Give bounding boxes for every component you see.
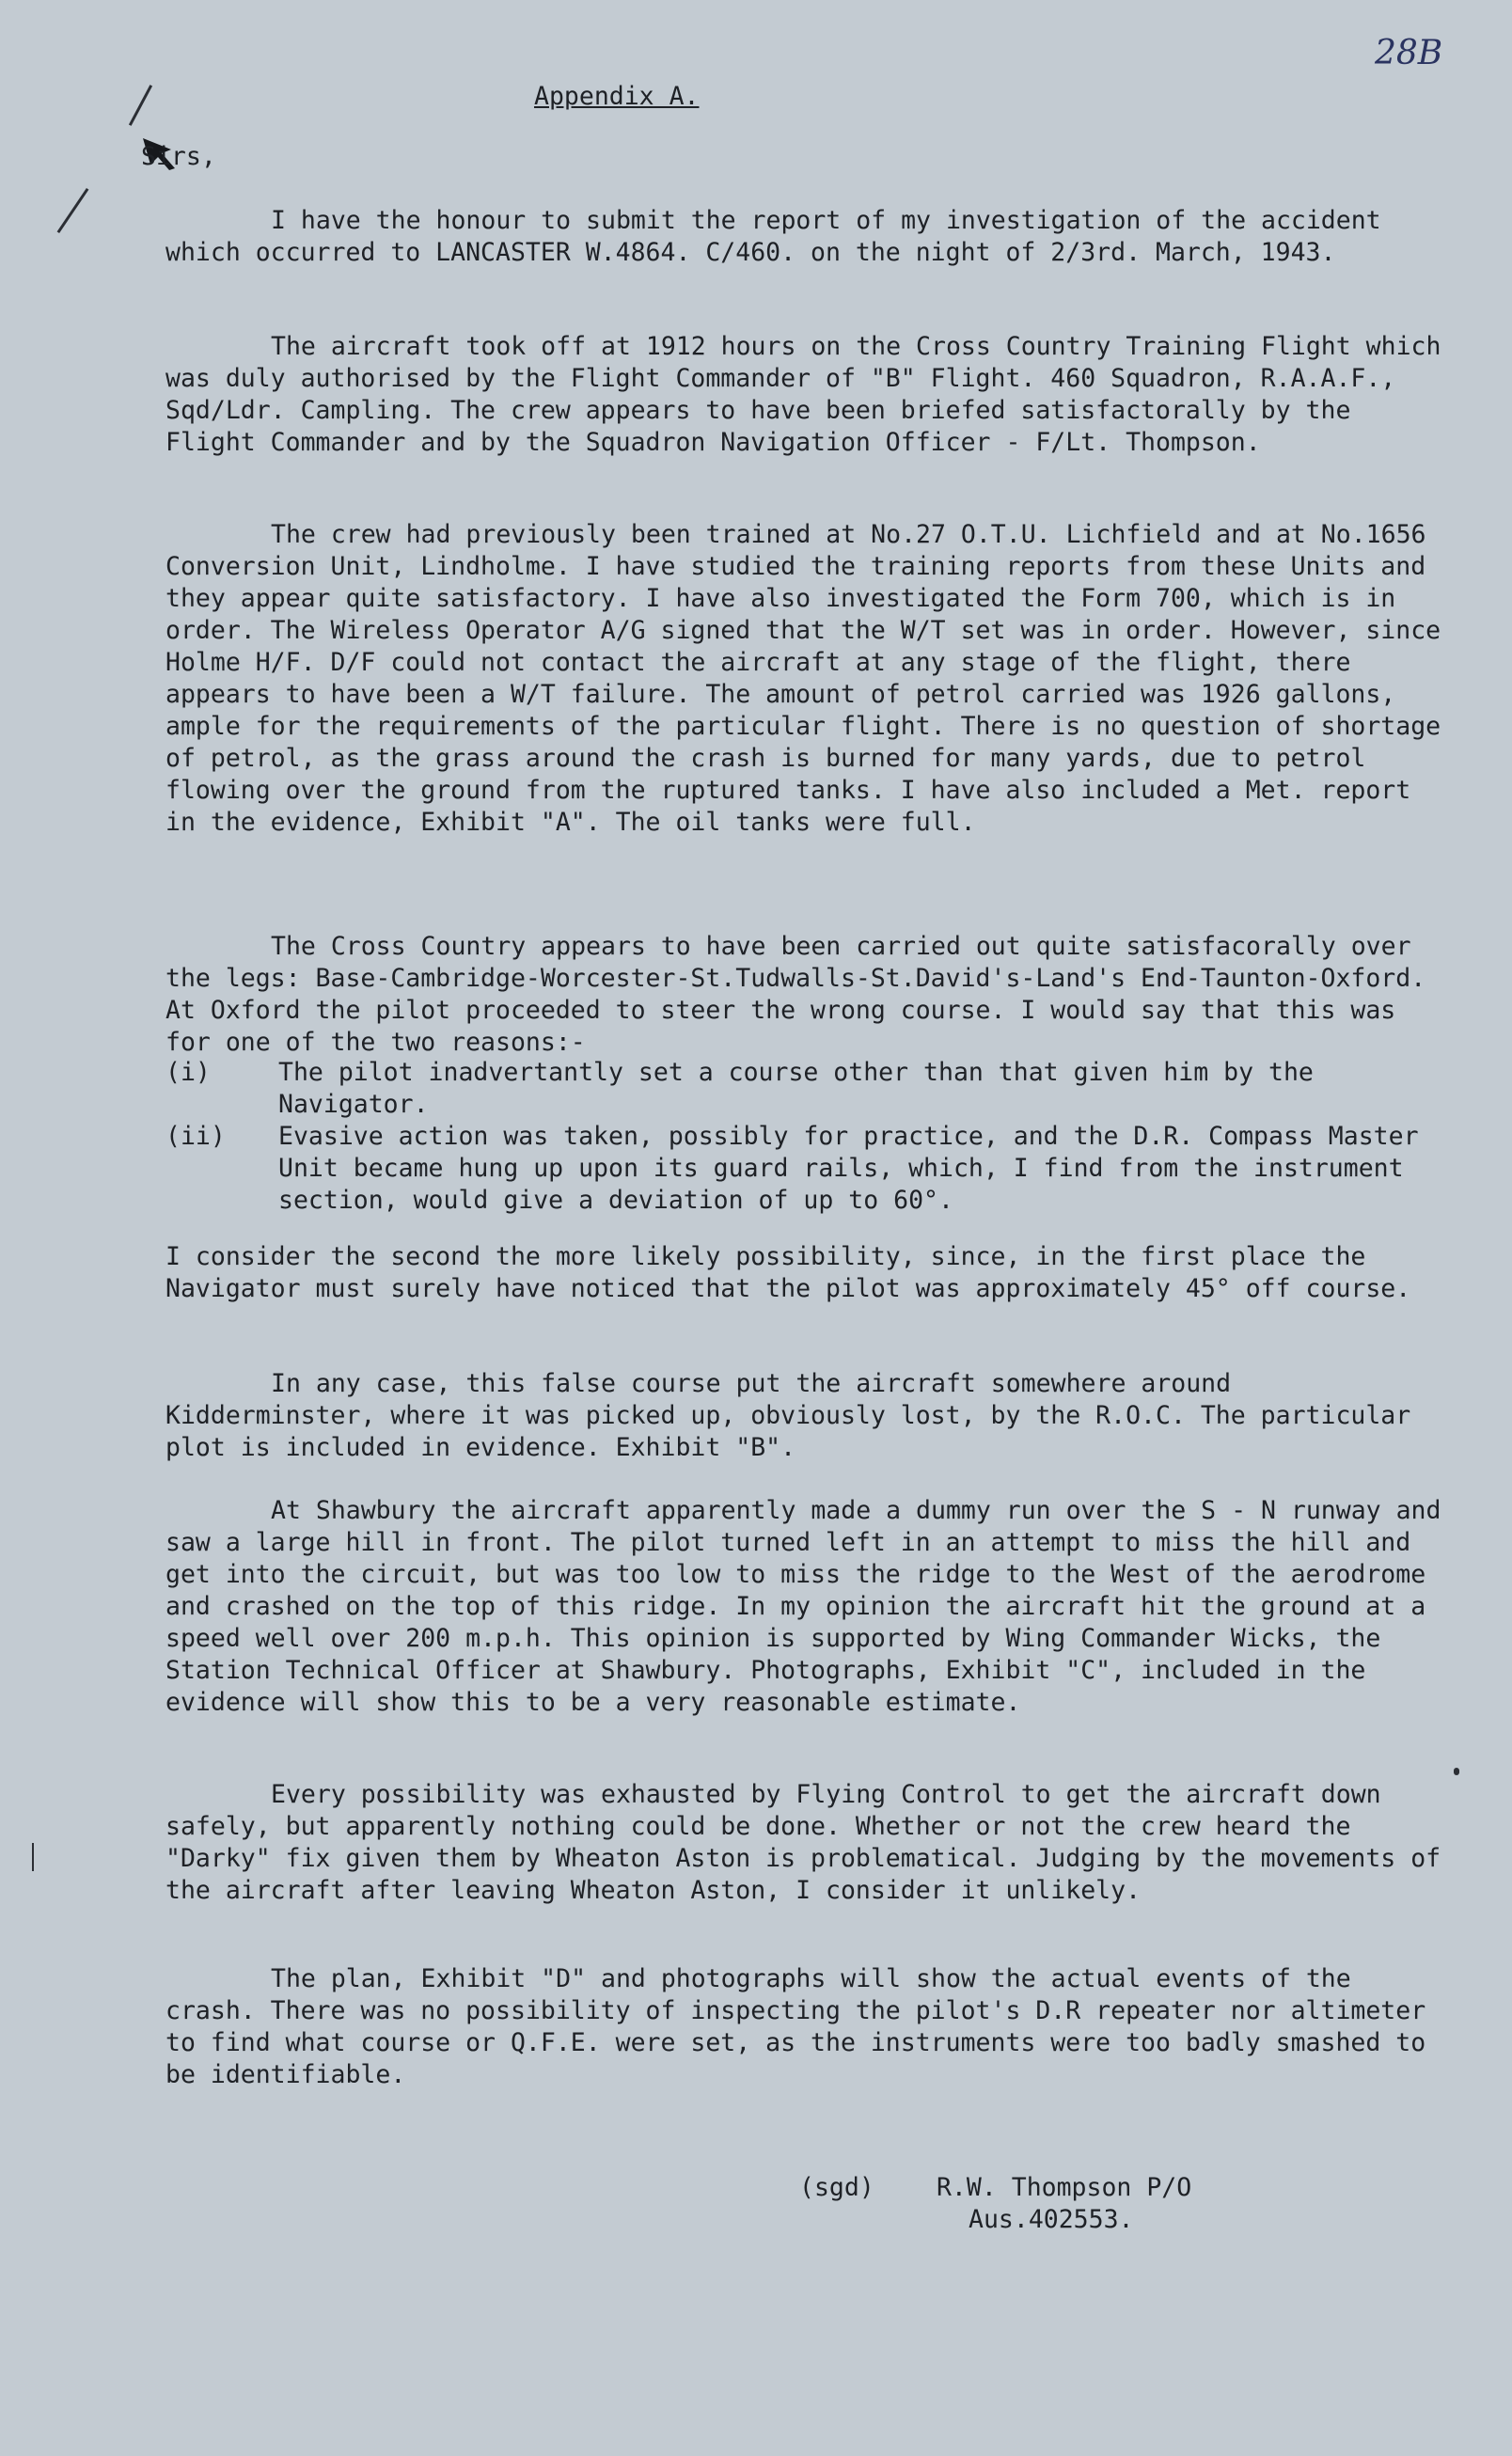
reason-item: [165, 1057, 1454, 1121]
reason-text: Evasive action was taken, possibly for practice, and the D.R. Compass Master Unit became hung up upon its guard rails, which, I find from the instrument section, would give a deviation of up to 60°.: [278, 1122, 1419, 1215]
paragraph-exhibit-plan: The plan, Exhibit "D" and photographs will show the actual events of the crash. There was no possibility of inspecting the pilot's D.R repeater nor altimeter to find what course or Q.F.E. were set, as the instruments were too badly smashed to be identifiable.: [165, 1964, 1426, 2089]
signature-sgd: (sgd): [799, 2173, 874, 2202]
signature-block: [799, 2172, 1191, 2236]
margin-tick: [129, 85, 152, 126]
signature-name: R.W. Thompson P/O: [936, 2173, 1192, 2202]
paragraph-crew-training: The crew had previously been trained at No.27 O.T.U. Lichfield and at No.1656 Conversion Unit, Lindholme. I have studied the training reports from these Units and they appear quite satisfactory. I have also investigated the Form 700, which is in order. The Wireless Operator A/G signed that the W/T set was in order. However, since Holme H/F. D/F could not contact the aircraft at any stage of the flight, there appears to have been a W/T failure. The amount of petrol carried was 1926 gallons, ample for the requirements of the particular flight. There is no question of shortage of petrol, as the grass around the crash is burned for many yards, due to petrol flowing over the ground from the ruptured tanks. I have also included a Met. report in the evidence, Exhibit "A". The oil tanks were full.: [165, 520, 1441, 837]
margin-tick: [1454, 1768, 1459, 1775]
paragraph-shawbury-crash: At Shawbury the aircraft apparently made a dummy run over the S - N runway and saw a large hill in front. The pilot turned left in an attempt to miss the hill and get into the circuit, but was too low to miss the ridge to the West of the aerodrome and crashed on the top of this ridge. In my opinion the aircraft hit the ground at a speed well over 200 m.p.h. This opinion is supported by Wing Commander Wicks, the Station Technical Officer at Shawbury. Photographs, Exhibit "C", included in the evidence will show this to be a very reasonable estimate.: [165, 1496, 1441, 1717]
margin-tick: [32, 1843, 34, 1871]
reason-number: (i): [165, 1058, 211, 1087]
paragraph-likely-possibility: I consider the second the more likely possibility, since, in the first place the Navigator must surely have noticed that the pilot was approximately 45° off course.: [165, 1242, 1411, 1303]
document-title: Appendix A.: [534, 82, 700, 111]
signature-serial: Aus.402553.: [969, 2205, 1134, 2234]
reason-text: The pilot inadvertantly set a course other than that given him by the Navigator.: [278, 1058, 1314, 1119]
paragraph-cross-country: The Cross Country appears to have been carried out quite satisfacorally over the legs: Base-Cambridge-Worcester-St.Tudwalls-St.David's-Land's End-Taunton-Oxford. At Oxford the pilot proceeded to steer the wrong course. I would say that this was for one of the two reasons:-: [165, 932, 1426, 1057]
reason-number: (ii): [165, 1122, 226, 1151]
reason-item: [165, 1121, 1454, 1217]
folio-number: 28B: [1375, 34, 1443, 72]
margin-tick: [57, 188, 89, 233]
paragraph-flying-control: Every possibility was exhausted by Flying Control to get the aircraft down safely, but apparently nothing could be done. Whether or not the crew heard the "Darky" fix given them by Wheaton Aston is problematical. Judging by the movements of the aircraft after leaving Wheaton Aston, I consider it unlikely.: [165, 1780, 1441, 1905]
paragraph-false-course: In any case, this false course put the aircraft somewhere around Kidderminster, where it was picked up, obviously lost, by the R.O.C. The particular plot is included in evidence. Exhibit "B".: [165, 1369, 1411, 1462]
paragraph-takeoff-briefing: The aircraft took off at 1912 hours on the Cross Country Training Flight which was duly authorised by the Flight Commander of "B" Flight. 460 Squadron, R.A.A.F., Sqd/Ldr. Campling. The crew appears to have been briefed satisfactorally by the Flight Commander and by the Squadron Navigation Officer - F/Lt. Thompson.: [165, 332, 1441, 457]
salutation: Sirs,: [141, 142, 216, 171]
paragraph-accident-intro: I have the honour to submit the report of my investigation of the accident which occurred to LANCASTER W.4864. C/460. on the night of 2/3rd. March, 1943.: [165, 206, 1381, 267]
